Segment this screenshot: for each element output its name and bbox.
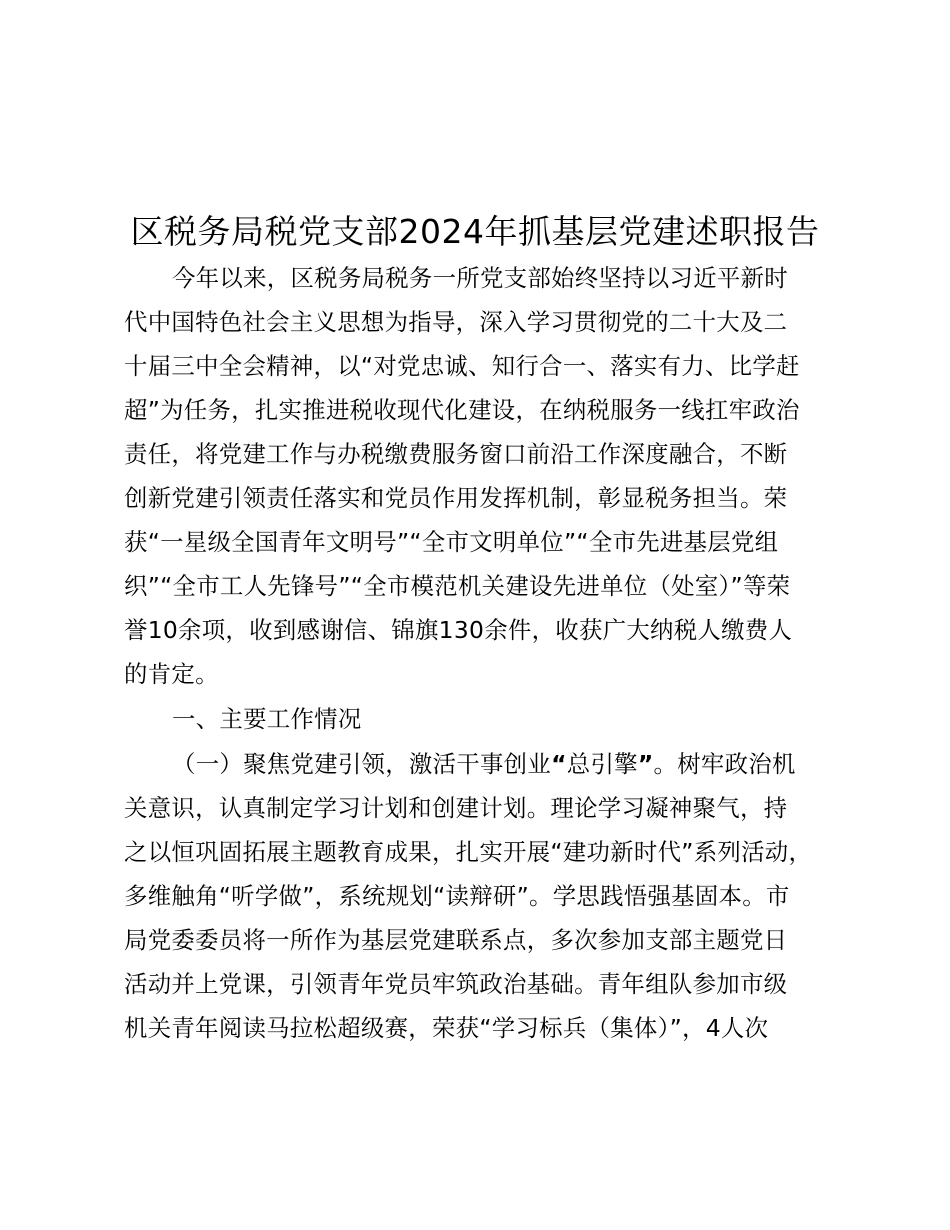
quoted-term: 总引擎 [566,750,638,778]
subsection-lead-line [172,742,796,786]
intro-line: 超”为任务，扎实推进税收现代化建设，在纳税服务一线扛牢政治 [124,396,800,424]
body-line: 之以恒巩固拓展主题教育成果，扎实开展“建功新时代”系列活动， [124,838,813,866]
document-title: 区税务局税党支部2024年抓基层党建述职报告 [130,212,820,251]
quote-open-mark: “ [551,750,567,778]
intro-line: 的肯定。 [124,660,219,688]
body-line: 关意识，认真制定学习计划和创建计划。理论学习凝神聚气，持 [124,794,788,822]
body-line: 活动并上党课，引领青年党员牢筑政治基础。青年组队参加市级 [124,970,788,998]
intro-line: 织”“全市工人先锋号”“全市模范机关建设先进单位（处室）”等荣 [124,572,791,600]
body-line: 多维触角“听学做”，系统规划“读辩研”。学思践悟强基固本。市 [124,882,790,910]
subsection-heading: （一）聚焦党建引领，激活干事创业 [172,750,552,778]
subsection-lead-text: 。树牢政治机 [653,750,796,778]
body-line: 局党委委员将一所作为基层党建联系点，多次参加支部主题党日 [124,926,788,954]
body-line: 机关青年阅读马拉松超级赛，荣获“学习标兵（集体）”，4人次 [124,1014,769,1042]
intro-line: 代中国特色社会主义思想为指导，深入学习贯彻党的二十大及二 [124,308,788,336]
section-heading: 一、主要工作情况 [172,705,362,733]
intro-line: 创新党建引领责任落实和党员作用发挥机制，彰显税务担当。荣 [124,484,788,512]
intro-line: 责任，将党建工作与办税缴费服务窗口前沿工作深度融合，不断 [124,440,788,468]
intro-line: 誉10余项，收到感谢信、锦旗130余件，收获广大纳税人缴费人 [124,616,793,644]
intro-line: 获“一星级全国青年文明号”“全市文明单位”“全市先进基层党组 [124,528,779,556]
intro-line: 今年以来，区税务局税务一所党支部始终坚持以习近平新时 [172,264,788,292]
intro-line: 十届三中全会精神，以“对党忠诚、知行合一、落实有力、比学赶 [124,352,800,380]
quote-close-mark: ” [637,750,654,778]
